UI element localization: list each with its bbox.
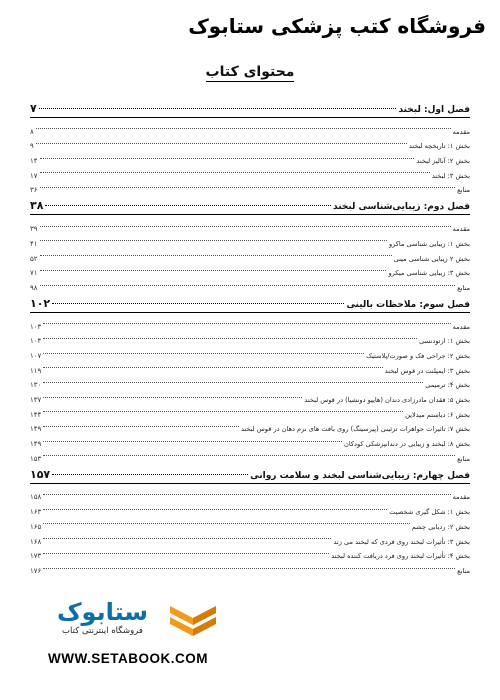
section-page: ۱۴۴ [30,410,42,419]
dot-leader [43,552,329,554]
section-page: ۱۷۳ [30,552,42,561]
section-title: بخش ۲: ردیابی چشم [411,522,470,531]
chapter-row [30,97,470,115]
dot-leader [45,204,331,206]
section-page: ۱۰۴ [30,337,42,346]
website-url[interactable]: WWW.SETABOOK.COM [48,651,208,666]
section-page: ۳۹ [30,225,38,234]
dot-leader [43,537,331,539]
section-row [30,419,470,434]
dot-leader [43,567,455,569]
section-page: ۱۳۰ [30,381,42,390]
section-title: مقدمه [452,225,470,234]
stacked-chevron-logo-icon [170,602,216,640]
dot-leader [40,269,387,271]
dot-leader [43,381,423,383]
section-page: ۱۶۵ [30,522,42,531]
section-title: بخش ۶: دیاستم میدلاین [405,410,470,419]
chapter-row [30,463,470,481]
section-title: منابع [457,566,470,575]
dot-leader [43,508,387,510]
section-title: بخش ۲: آنالیز لبخند [416,157,470,166]
section-page: ۱۷۶ [30,566,42,575]
section-row [30,360,470,375]
chapter-title: فصل اول: لبخند [398,105,470,115]
section-row [30,277,470,292]
section-title: بخش ۴: تأثیرات لبخند روی فرد دریافت کننده لبخند [331,552,470,561]
section-row [30,531,470,546]
dot-leader [43,454,455,456]
section-row [30,560,470,575]
section-page: ۹ [30,142,34,151]
section-page: ۱۱۹ [30,366,42,375]
dot-leader [40,186,456,188]
section-row [30,433,470,448]
dot-leader [36,142,407,144]
section-page: ۷۱ [30,269,38,278]
chapter-divider [30,117,470,118]
section-title: بخش ۱: ارتودنسی [419,337,470,346]
logo-subtitle: فروشگاه اینترنتی کتاب [62,626,143,636]
section-title: بخش ۱: تاریخچه لبخند [408,142,470,151]
setabook-logo[interactable] [40,598,220,642]
section-row [30,150,470,165]
section-title: بخش ۵: فقدان مادرزادی دندان (هایپو دونشیا) در قوس لبخند [304,396,470,404]
section-row [30,501,470,516]
chapter-row [30,292,470,310]
section-row [30,180,470,195]
section-title: بخش ۲ زیبایی شناسی مینی [393,254,470,263]
chapter-page: ۱۰۲ [30,296,51,310]
section-row [30,316,470,331]
section-title: مقدمه [452,493,470,502]
chapter-page: ۳۸ [30,199,44,213]
section-title: بخش ۸: لبخند و زیبایی در دندانپزشکی کودکان [344,440,470,449]
section-row [30,487,470,502]
section-title: بخش ۱: شکل گیری شخصیت [389,508,470,517]
section-page: ۱۴۹ [30,425,42,434]
chapter-title: فصل دوم: زیبایی‌شناسی لبخند [333,202,470,213]
section-row [30,345,470,360]
section-page: ۳۶ [30,186,38,195]
section-title: بخش ۱: زیبایی شناسی ماکرو [388,239,470,248]
dot-leader [40,284,456,286]
section-page: ۱۶۸ [30,537,42,546]
dot-leader [43,352,364,354]
section-row [30,404,470,419]
dot-leader [43,493,450,495]
section-title: بخش ۳: ایمپلنت در قوس لبخند [384,366,470,375]
section-page: ۸ [30,127,34,136]
logo-text [40,600,165,638]
section-title: مقدمه [452,127,470,136]
chapter-divider [30,214,470,215]
chapter-divider [30,312,470,313]
section-row [30,218,470,233]
logo-name: ستابوک [56,598,149,626]
section-title: بخش ۷: تاثیرات جواهرات تزئینی (پیرسینگ) روی بافت های نرم دهان در قوس لبخند [240,425,470,434]
section-title: بخش ۲: جراحی فک و صورت/پلاستیک [366,351,470,360]
section-row [30,331,470,346]
toc-title-text: محتوای کتاب [205,64,295,80]
dot-leader [43,337,417,339]
chapter-row [30,194,470,212]
dot-leader [43,425,239,427]
section-title: منابع [457,186,470,195]
section-row [30,248,470,263]
section-page: ۵۲ [30,254,38,263]
store-title: فروشگاه کتب پزشکی ستابوک [188,14,486,38]
dot-leader [40,239,387,241]
section-title: بخش ۴: ترمیمی [425,381,470,390]
section-title: بخش ۳: لبخند [431,171,470,180]
section-page: ۱۵۳ [30,454,42,463]
section-row [30,448,470,463]
section-row [30,389,470,404]
section-title: منابع [457,454,470,463]
section-page: ۱۰۷ [30,351,42,360]
section-title: بخش ۳: تأثیرات لبخند روی فردی که لبخند می زند [333,537,470,546]
section-page: ۱۴ [30,157,38,166]
section-page: ۱۷ [30,171,38,180]
section-page: ۱۳۷ [30,396,42,404]
section-row [30,165,470,180]
dot-leader [52,473,248,475]
section-title: بخش ۳: زیبایی شناسی میکرو [388,269,470,278]
section-row [30,546,470,561]
section-row [30,516,470,531]
dot-leader [43,366,382,368]
chapter-page: ۷ [30,102,37,115]
dot-leader [40,254,392,256]
section-row [30,375,470,390]
section-title: مقدمه [452,322,470,331]
dot-leader [40,157,415,159]
table-of-contents [30,97,470,575]
chapter-title: فصل چهارم: زیبایی‌شناسی لبخند و سلامت روانی [250,470,470,481]
section-row [30,121,470,136]
toc-title [0,64,500,80]
dot-leader [43,410,403,412]
section-row [30,233,470,248]
dot-leader [43,396,302,398]
dot-leader [52,302,344,304]
section-page: ۹۸ [30,283,38,292]
dot-leader [39,107,397,109]
section-page: ۱۵۸ [30,493,42,502]
section-page: ۱۴۹ [30,440,42,449]
section-page: ۱۶۳ [30,508,42,517]
dot-leader [43,440,342,442]
dot-leader [40,171,430,173]
chapter-page: ۱۵۷ [30,467,51,481]
section-row [30,136,470,151]
chapter-divider [30,483,470,484]
section-title: منابع [457,283,470,292]
dot-leader [36,127,451,129]
section-page: ۴۱ [30,239,38,248]
dot-leader [40,225,451,227]
chapter-title: فصل سوم: ملاحظات بالینی [346,299,470,310]
section-row [30,263,470,278]
dot-leader [43,322,450,324]
dot-leader [43,522,410,524]
section-page: ۱۰۳ [30,322,42,331]
